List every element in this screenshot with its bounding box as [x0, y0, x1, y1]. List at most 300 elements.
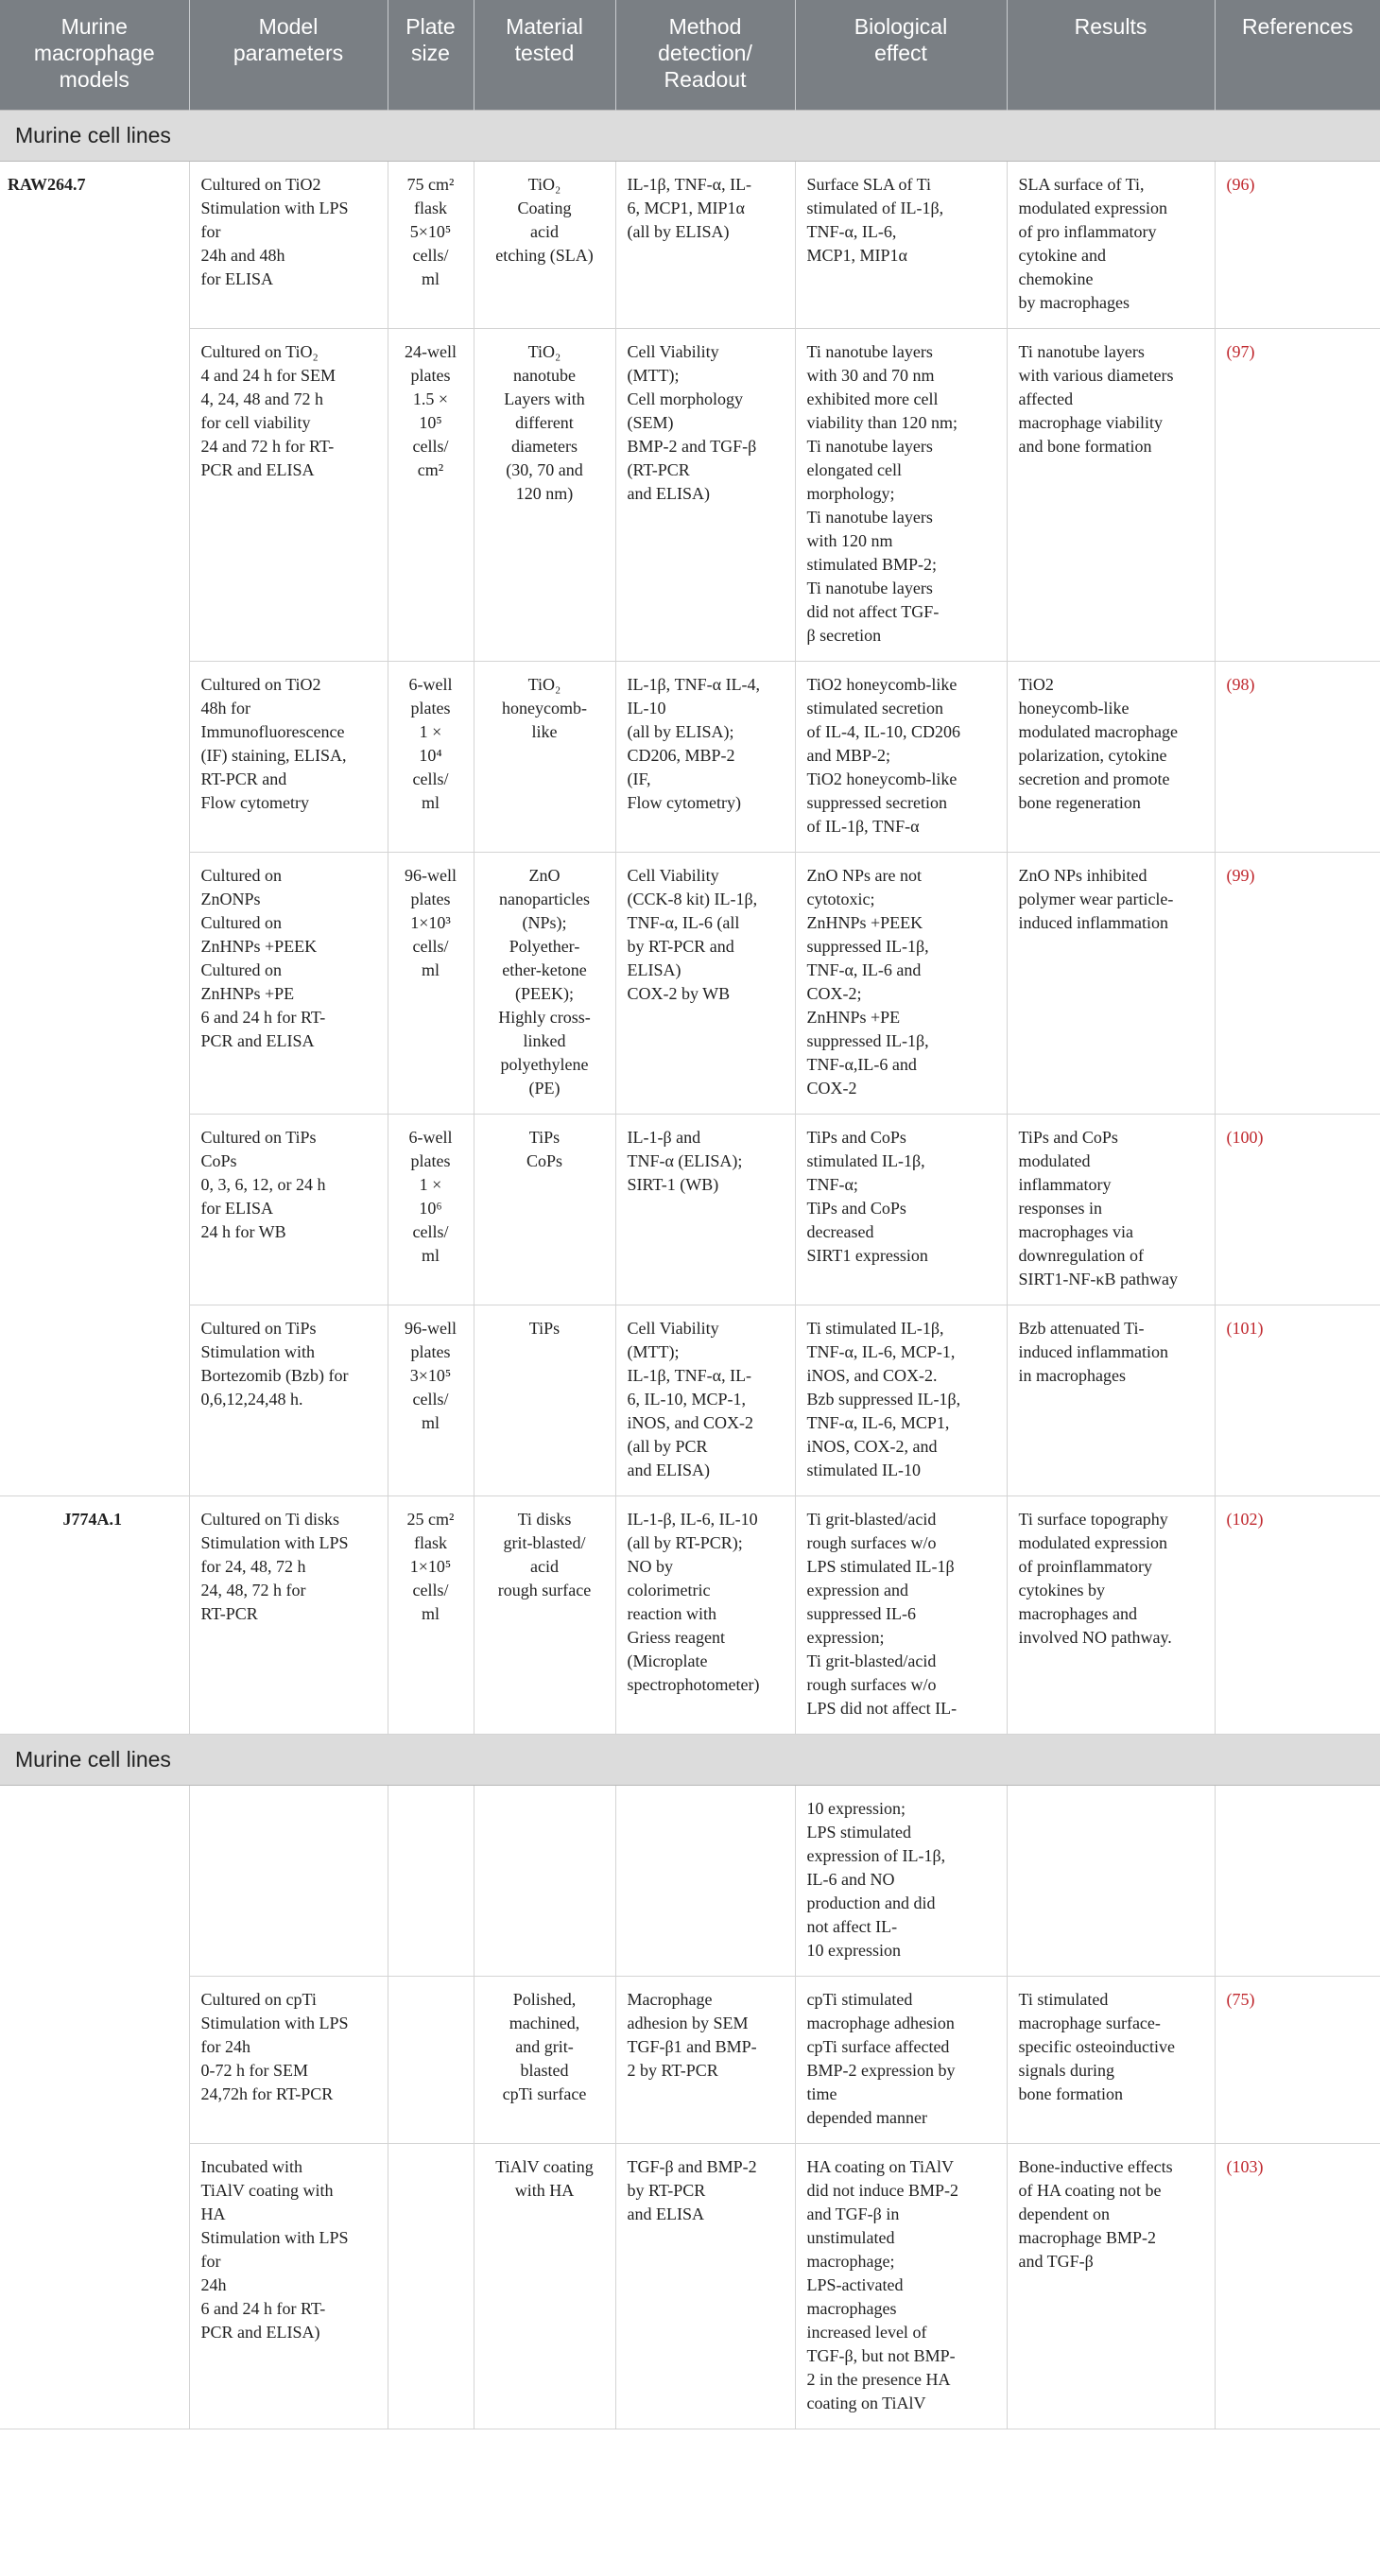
- cell-line: LPS did not affect IL-: [806, 1699, 957, 1718]
- cell-line: 6-well: [408, 675, 453, 694]
- cell-line: 10⁶: [419, 1199, 442, 1218]
- header-line: Plate: [405, 14, 456, 39]
- results-cell: [1007, 162, 1215, 329]
- reference-cell: [1215, 853, 1380, 1115]
- cell-line: ml: [421, 269, 440, 288]
- cell-line: ZnHNPs +PE: [200, 984, 295, 1003]
- cell-line: macrophage BMP-2: [1018, 2228, 1156, 2247]
- header-line: Model: [258, 14, 319, 39]
- cell-line: 2 in the presence HA: [806, 2370, 951, 2389]
- cell-line: expression of IL-1β,: [806, 1846, 946, 1865]
- col-parameters-header: [189, 0, 388, 111]
- cell-line: 24h: [200, 2275, 227, 2294]
- table-row: [0, 662, 1380, 853]
- cell-line: Stimulation with LPS: [200, 1533, 349, 1552]
- cell-line: (MTT);: [627, 1342, 680, 1361]
- cell-line: Flow cytometry: [200, 793, 309, 812]
- table-row: [0, 853, 1380, 1115]
- cell-line: cells/: [412, 1390, 449, 1409]
- cell-line: machined,: [509, 2014, 580, 2032]
- cell-line: HA: [200, 2204, 226, 2223]
- cell-line: 4 and 24 h for SEM: [200, 366, 336, 385]
- cell-line: different: [515, 413, 574, 432]
- cell-line: cytokine and: [1018, 246, 1106, 265]
- cell-line: and ELISA): [627, 484, 710, 503]
- cell-line: induced inflammation: [1018, 1342, 1168, 1361]
- cell-line: plates: [410, 366, 451, 385]
- cell-line: 96-well: [405, 1319, 457, 1338]
- cell-line: (SEM): [627, 413, 674, 432]
- material-cell: [474, 1786, 615, 1977]
- material-cell: [474, 1496, 615, 1735]
- cell-line: IL-1-β and: [627, 1128, 701, 1147]
- cell-line: plates: [410, 890, 451, 908]
- parameters-cell: [189, 2144, 388, 2429]
- cell-line: and ELISA): [627, 1461, 710, 1479]
- cell-line: suppressed IL-6: [806, 1604, 916, 1623]
- effect-cell: [795, 1305, 1007, 1496]
- cell-line: COX-2;: [806, 984, 862, 1003]
- parameters-cell: [189, 329, 388, 662]
- cell-line: of IL-4, IL-10, CD206: [806, 722, 960, 741]
- cell-line: CoPs: [200, 1151, 237, 1170]
- cell-line: iNOS, and COX-2: [627, 1413, 753, 1432]
- table-row: [0, 2144, 1380, 2429]
- cell-line: 4, 24, 48 and 72 h: [200, 389, 323, 408]
- cell-line: cytokines by: [1018, 1581, 1105, 1599]
- material-cell: [474, 1115, 615, 1305]
- cell-line: TNF-α (ELISA);: [627, 1151, 743, 1170]
- cell-line: suppressed IL-1β,: [806, 1031, 929, 1050]
- cell-line: grit-blasted/: [503, 1533, 586, 1552]
- cell-line: 6 and 24 h for RT-: [200, 2299, 326, 2318]
- cell-line: cells/: [412, 1222, 449, 1241]
- results-cell: [1007, 1786, 1215, 1977]
- cell-line: SLA surface of Ti,: [1018, 175, 1145, 194]
- cell-line: ml: [421, 1246, 440, 1265]
- reference-link[interactable]: (101): [1226, 1319, 1264, 1338]
- cell-line: for 24h: [200, 2037, 250, 2056]
- cell-line: polarization, cytokine: [1018, 746, 1167, 765]
- cell-line: Bortezomib (Bzb) for: [200, 1366, 349, 1385]
- cell-line: honeycomb-like: [1018, 699, 1130, 717]
- cell-line: Highly cross-: [498, 1008, 591, 1027]
- plate-size-cell: [388, 1305, 474, 1496]
- cell-line: morphology;: [806, 484, 895, 503]
- cell-line: IL-10: [627, 699, 666, 717]
- cell-line: of IL-1β, TNF-α: [806, 817, 920, 836]
- cell-line: signals during: [1018, 2061, 1114, 2080]
- reference-cell: [1215, 162, 1380, 329]
- cell-line: IL-1β, TNF-α IL-4,: [627, 675, 761, 694]
- cell-line: macrophages: [806, 2299, 897, 2318]
- cell-line: did not induce BMP-2: [806, 2181, 958, 2200]
- results-cell: [1007, 2144, 1215, 2429]
- cell-line: bone formation: [1018, 2084, 1123, 2103]
- cell-line: iNOS, and COX-2.: [806, 1366, 938, 1385]
- material-cell: [474, 662, 615, 853]
- cell-line: dependent on: [1018, 2204, 1110, 2223]
- effect-cell: [795, 2144, 1007, 2429]
- header-line: parameters: [233, 41, 344, 65]
- plate-size-cell: [388, 1977, 474, 2144]
- plate-size-cell: [388, 2144, 474, 2429]
- cell-line: stimulated IL-1β,: [806, 1151, 925, 1170]
- cell-line: (CCK-8 kit) IL-1β,: [627, 890, 758, 908]
- model-continued-cell: [0, 1786, 189, 2429]
- cell-line: 10⁵: [419, 413, 442, 432]
- cell-line: unstimulated: [806, 2228, 895, 2247]
- cell-line: 24,72h for RT-PCR: [200, 2084, 334, 2103]
- reference-cell: [1215, 1305, 1380, 1496]
- cell-line: for ELISA: [200, 1199, 273, 1218]
- cell-line: modulated expression: [1018, 1533, 1167, 1552]
- cell-line: Stimulation with LPS: [200, 2014, 349, 2032]
- cell-line: 0,6,12,24,48 h.: [200, 1390, 303, 1409]
- cell-line: responses in: [1018, 1199, 1102, 1218]
- cell-line: Cultured on TiPs: [200, 1128, 317, 1147]
- cell-line: Cultured on TiO2: [200, 175, 321, 194]
- reference-cell: [1215, 1786, 1380, 1977]
- plate-size-cell: [388, 1496, 474, 1735]
- cell-line: CD206, MBP-2: [627, 746, 735, 765]
- cell-line: Ti surface topography: [1018, 1510, 1168, 1529]
- method-cell: [615, 2144, 795, 2429]
- cell-line: TGF-β and BMP-2: [627, 2157, 757, 2176]
- cell-line: IL-1β, TNF-α, IL-: [627, 175, 752, 194]
- cell-line: and MBP-2;: [806, 746, 891, 765]
- cell-line: TGF-β1 and BMP-: [627, 2037, 757, 2056]
- cell-line: 120 nm): [515, 484, 574, 503]
- cell-line: Cultured on: [200, 866, 282, 885]
- cell-line: IL-1-β, IL-6, IL-10: [627, 1510, 758, 1529]
- table-row: [0, 1977, 1380, 2144]
- reference-link[interactable]: (103): [1226, 2157, 1264, 2176]
- cell-line: for 24, 48, 72 h: [200, 1557, 306, 1576]
- cell-line: suppressed secretion: [806, 793, 947, 812]
- section-row: [0, 111, 1380, 162]
- cell-line: Stimulation with: [200, 1342, 316, 1361]
- table-row: [0, 1496, 1380, 1735]
- cell-line: (all by PCR: [627, 1437, 708, 1456]
- cell-line: 1 ×: [419, 722, 442, 741]
- results-cell: [1007, 1305, 1215, 1496]
- cell-line: decreased: [806, 1222, 874, 1241]
- table-row: [0, 1786, 1380, 1977]
- header-line: Murine: [60, 14, 128, 39]
- cell-line: TGF-β, but not BMP-: [806, 2346, 956, 2365]
- cell-line: production and did: [806, 1893, 936, 1912]
- plate-size-cell: [388, 162, 474, 329]
- header-line: Method: [668, 14, 742, 39]
- cell-line: for ELISA: [200, 269, 273, 288]
- cell-line: did not affect TGF-: [806, 602, 940, 621]
- header-line: Readout: [664, 67, 747, 92]
- cell-line: flask: [414, 1533, 447, 1552]
- reference-cell: [1215, 1496, 1380, 1735]
- cell-line: 24, 48, 72 h for: [200, 1581, 306, 1599]
- cell-line: viability than 120 nm;: [806, 413, 957, 432]
- cell-line: Ti stimulated IL-1β,: [806, 1319, 944, 1338]
- reference-cell: [1215, 662, 1380, 853]
- cell-line: LPS stimulated: [806, 1823, 912, 1841]
- header-line: tested: [514, 41, 575, 65]
- cell-line: depended manner: [806, 2108, 927, 2127]
- cell-line: 24 h for WB: [200, 1222, 286, 1241]
- cell-line: 1×10⁵: [409, 1557, 452, 1576]
- cell-line: coating on TiAlV: [806, 2394, 926, 2412]
- cell-line: 48h for: [200, 699, 250, 717]
- cell-line: Stimulation with LPS: [200, 199, 349, 217]
- cell-line: Bone-inductive effects: [1018, 2157, 1173, 2176]
- cell-line: TiO₂: [527, 342, 561, 361]
- cell-line: for: [200, 2252, 221, 2271]
- effect-cell: [795, 162, 1007, 329]
- cell-line: (IF) staining, ELISA,: [200, 746, 347, 765]
- cell-line: Ti nanotube layers: [806, 437, 933, 456]
- cell-line: 1 ×: [419, 1175, 442, 1194]
- reference-link[interactable]: (97): [1226, 342, 1255, 361]
- material-cell: [474, 329, 615, 662]
- cell-line: ml: [421, 793, 440, 812]
- cell-line: cytotoxic;: [806, 890, 875, 908]
- plate-size-cell: [388, 662, 474, 853]
- cell-line: TiPs and CoPs: [1018, 1128, 1118, 1147]
- results-cell: [1007, 853, 1215, 1115]
- cell-line: ZnO NPs inhibited: [1018, 866, 1147, 885]
- cell-line: acid: [530, 1557, 559, 1576]
- cell-line: PCR and ELISA): [200, 2323, 320, 2342]
- cell-line: TiO₂: [527, 175, 561, 194]
- cell-line: 10⁴: [419, 746, 442, 765]
- cell-line: nanoparticles: [499, 890, 590, 908]
- col-plate-size-header: [388, 0, 474, 111]
- cell-line: COX-2 by WB: [627, 984, 731, 1003]
- cell-line: colorimetric: [627, 1581, 711, 1599]
- cell-line: macrophage viability: [1018, 413, 1163, 432]
- cell-line: (all by RT-PCR);: [627, 1533, 743, 1552]
- reference-link[interactable]: (75): [1226, 1990, 1255, 2009]
- header-line: size: [411, 41, 450, 65]
- col-method-header: [615, 0, 795, 111]
- cell-line: macrophage surface-: [1018, 2014, 1161, 2032]
- method-cell: [615, 853, 795, 1115]
- cell-line: Cultured on TiPs: [200, 1319, 317, 1338]
- cell-line: 25 cm²: [406, 1510, 455, 1529]
- cell-line: LPS stimulated IL-1β: [806, 1557, 955, 1576]
- plate-size-cell: [388, 1115, 474, 1305]
- material-cell: [474, 853, 615, 1115]
- cell-line: with 120 nm: [806, 531, 893, 550]
- reference-cell: [1215, 2144, 1380, 2429]
- cell-line: 6 and 24 h for RT-: [200, 1008, 326, 1027]
- cell-line: cpTi surface: [502, 2084, 587, 2103]
- cell-line: Ti nanotube layers: [806, 579, 933, 597]
- cell-line: (Microplate: [627, 1651, 708, 1670]
- cell-line: Cell morphology: [627, 389, 743, 408]
- cell-line: ZnO NPs are not: [806, 866, 922, 885]
- cell-line: Coating: [517, 199, 572, 217]
- cell-line: for cell viability: [200, 413, 311, 432]
- parameters-cell: [189, 1115, 388, 1305]
- cell-line: ZnHNPs +PEEK: [806, 913, 923, 932]
- parameters-cell: [189, 1786, 388, 1977]
- cell-line: with 30 and 70 nm: [806, 366, 935, 385]
- cell-line: exhibited more cell: [806, 389, 939, 408]
- results-cell: [1007, 329, 1215, 662]
- cell-line: TNF-α;: [806, 1175, 858, 1194]
- cell-line: Stimulation with LPS: [200, 2228, 349, 2247]
- cell-line: in macrophages: [1018, 1366, 1126, 1385]
- cell-line: (30, 70 and: [506, 460, 583, 479]
- reference-link[interactable]: (99): [1226, 866, 1255, 885]
- cell-line: 3×10⁵: [409, 1366, 452, 1385]
- cell-line: Immunofluorescence: [200, 722, 345, 741]
- cell-line: cells/: [412, 437, 449, 456]
- header-line: Material: [506, 14, 583, 39]
- cell-line: modulated: [1018, 1151, 1091, 1170]
- cell-line: Cultured on cpTi: [200, 1990, 317, 2009]
- cell-line: Cell Viability: [627, 342, 719, 361]
- method-cell: [615, 1496, 795, 1735]
- cell-line: cpTi stimulated: [806, 1990, 913, 2009]
- cell-line: (RT-PCR: [627, 460, 690, 479]
- cell-line: TNF-α, IL-6 (all: [627, 913, 740, 932]
- cell-line: TiPs and CoPs: [806, 1128, 906, 1147]
- cell-line: for: [200, 222, 221, 241]
- cell-line: RT-PCR and: [200, 769, 287, 788]
- cell-line: TiPs: [528, 1128, 561, 1147]
- reference-cell: [1215, 329, 1380, 662]
- cell-line: TNF-α, IL-6,: [806, 222, 897, 241]
- cell-line: Polyether-: [509, 937, 580, 956]
- section-label: Murine cell lines: [0, 111, 1380, 162]
- cell-line: of pro inflammatory: [1018, 222, 1157, 241]
- cell-line: diameters: [511, 437, 578, 456]
- cell-line: 10 expression: [806, 1941, 901, 1960]
- table-row: [0, 162, 1380, 329]
- cell-line: cm²: [417, 460, 444, 479]
- cell-line: rough surface: [497, 1581, 592, 1599]
- cell-line: Cultured on Ti disks: [200, 1510, 340, 1529]
- material-cell: [474, 162, 615, 329]
- reference-cell: [1215, 1977, 1380, 2144]
- cell-line: NO by: [627, 1557, 673, 1576]
- cell-line: secretion and promote: [1018, 769, 1170, 788]
- method-cell: [615, 329, 795, 662]
- cell-line: IL-6 and NO: [806, 1870, 895, 1889]
- cell-line: TiO2 honeycomb-like: [806, 675, 957, 694]
- cell-line: LPS-activated: [806, 2275, 904, 2294]
- cell-line: TiO2 honeycomb-like: [806, 769, 957, 788]
- cell-line: and TGF-β: [1018, 2252, 1094, 2271]
- cell-line: (all by ELISA);: [627, 722, 734, 741]
- method-cell: [615, 1977, 795, 2144]
- cell-line: stimulated of IL-1β,: [806, 199, 944, 217]
- cell-line: Macrophage: [627, 1990, 713, 2009]
- cell-line: 6, MCP1, MIP1α: [627, 199, 745, 217]
- cell-line: (PE): [528, 1079, 561, 1098]
- cell-line: downregulation of: [1018, 1246, 1144, 1265]
- cell-line: (IF,: [627, 769, 651, 788]
- header-line: effect: [874, 41, 927, 65]
- cell-line: Polished,: [512, 1990, 577, 2009]
- parameters-cell: [189, 1496, 388, 1735]
- cell-line: Cultured on TiO2: [200, 675, 321, 694]
- parameters-cell: [189, 1977, 388, 2144]
- cell-line: HA coating on TiAlV: [806, 2157, 955, 2176]
- cell-line: β secretion: [806, 626, 882, 645]
- cell-line: with various diameters: [1018, 366, 1174, 385]
- cell-line: by macrophages: [1018, 293, 1130, 312]
- header-line: References: [1241, 14, 1354, 39]
- header-line: Biological: [854, 14, 948, 39]
- effect-cell: [795, 329, 1007, 662]
- cell-line: modulated macrophage: [1018, 722, 1178, 741]
- reference-link[interactable]: (100): [1226, 1128, 1264, 1147]
- col-references-header: [1215, 0, 1380, 111]
- method-cell: [615, 1305, 795, 1496]
- header-row: [0, 0, 1380, 111]
- method-cell: [615, 662, 795, 853]
- material-cell: [474, 2144, 615, 2429]
- cell-line: ZnONPs: [200, 890, 261, 908]
- reference-link[interactable]: (96): [1226, 175, 1255, 194]
- section-label: Murine cell lines: [0, 1735, 1380, 1786]
- cell-line: Cell Viability: [627, 1319, 719, 1338]
- reference-link[interactable]: (102): [1226, 1510, 1264, 1529]
- cell-line: and bone formation: [1018, 437, 1152, 456]
- cell-line: honeycomb-: [502, 699, 587, 717]
- cell-line: specific osteoinductive: [1018, 2037, 1175, 2056]
- effect-cell: [795, 1115, 1007, 1305]
- cell-line: reaction with: [627, 1604, 716, 1623]
- cell-line: polymer wear particle-: [1018, 890, 1174, 908]
- section-row: [0, 1735, 1380, 1786]
- cell-line: and ELISA: [627, 2204, 704, 2223]
- cell-line: inflammatory: [1018, 1175, 1112, 1194]
- cell-line: 6-well: [408, 1128, 453, 1147]
- col-effect-header: [795, 0, 1007, 111]
- cell-line: 6, IL-10, MCP-1,: [627, 1390, 746, 1409]
- cell-line: rough surfaces w/o: [806, 1533, 937, 1552]
- cell-line: expression and: [806, 1581, 908, 1599]
- results-cell: [1007, 662, 1215, 853]
- cell-line: TiAlV coating with: [200, 2181, 334, 2200]
- cell-line: stimulated IL-10: [806, 1461, 921, 1479]
- cell-line: (all by ELISA): [627, 222, 730, 241]
- cell-line: and TGF-β in: [806, 2204, 900, 2223]
- model-j774-cell: J774A.1: [0, 1496, 189, 1735]
- cell-line: plates: [410, 1151, 451, 1170]
- cell-line: and grit-: [515, 2037, 574, 2056]
- cell-line: ether-ketone: [502, 960, 587, 979]
- reference-link[interactable]: (98): [1226, 675, 1255, 694]
- cell-line: 1×10³: [410, 913, 451, 932]
- cell-line: ZnHNPs +PEEK: [200, 937, 318, 956]
- method-cell: [615, 162, 795, 329]
- results-cell: [1007, 1115, 1215, 1305]
- cell-line: TiAlV coating: [495, 2157, 594, 2176]
- cell-line: TNF-α,IL-6 and: [806, 1055, 917, 1074]
- table-row: [0, 1305, 1380, 1496]
- cell-line: elongated cell: [806, 460, 902, 479]
- cell-line: acid: [530, 222, 559, 241]
- cell-line: Cell Viability: [627, 866, 719, 885]
- cell-line: expression;: [806, 1628, 885, 1647]
- cell-line: 5×10⁵: [409, 222, 452, 241]
- cell-line: Ti grit-blasted/acid: [806, 1651, 937, 1670]
